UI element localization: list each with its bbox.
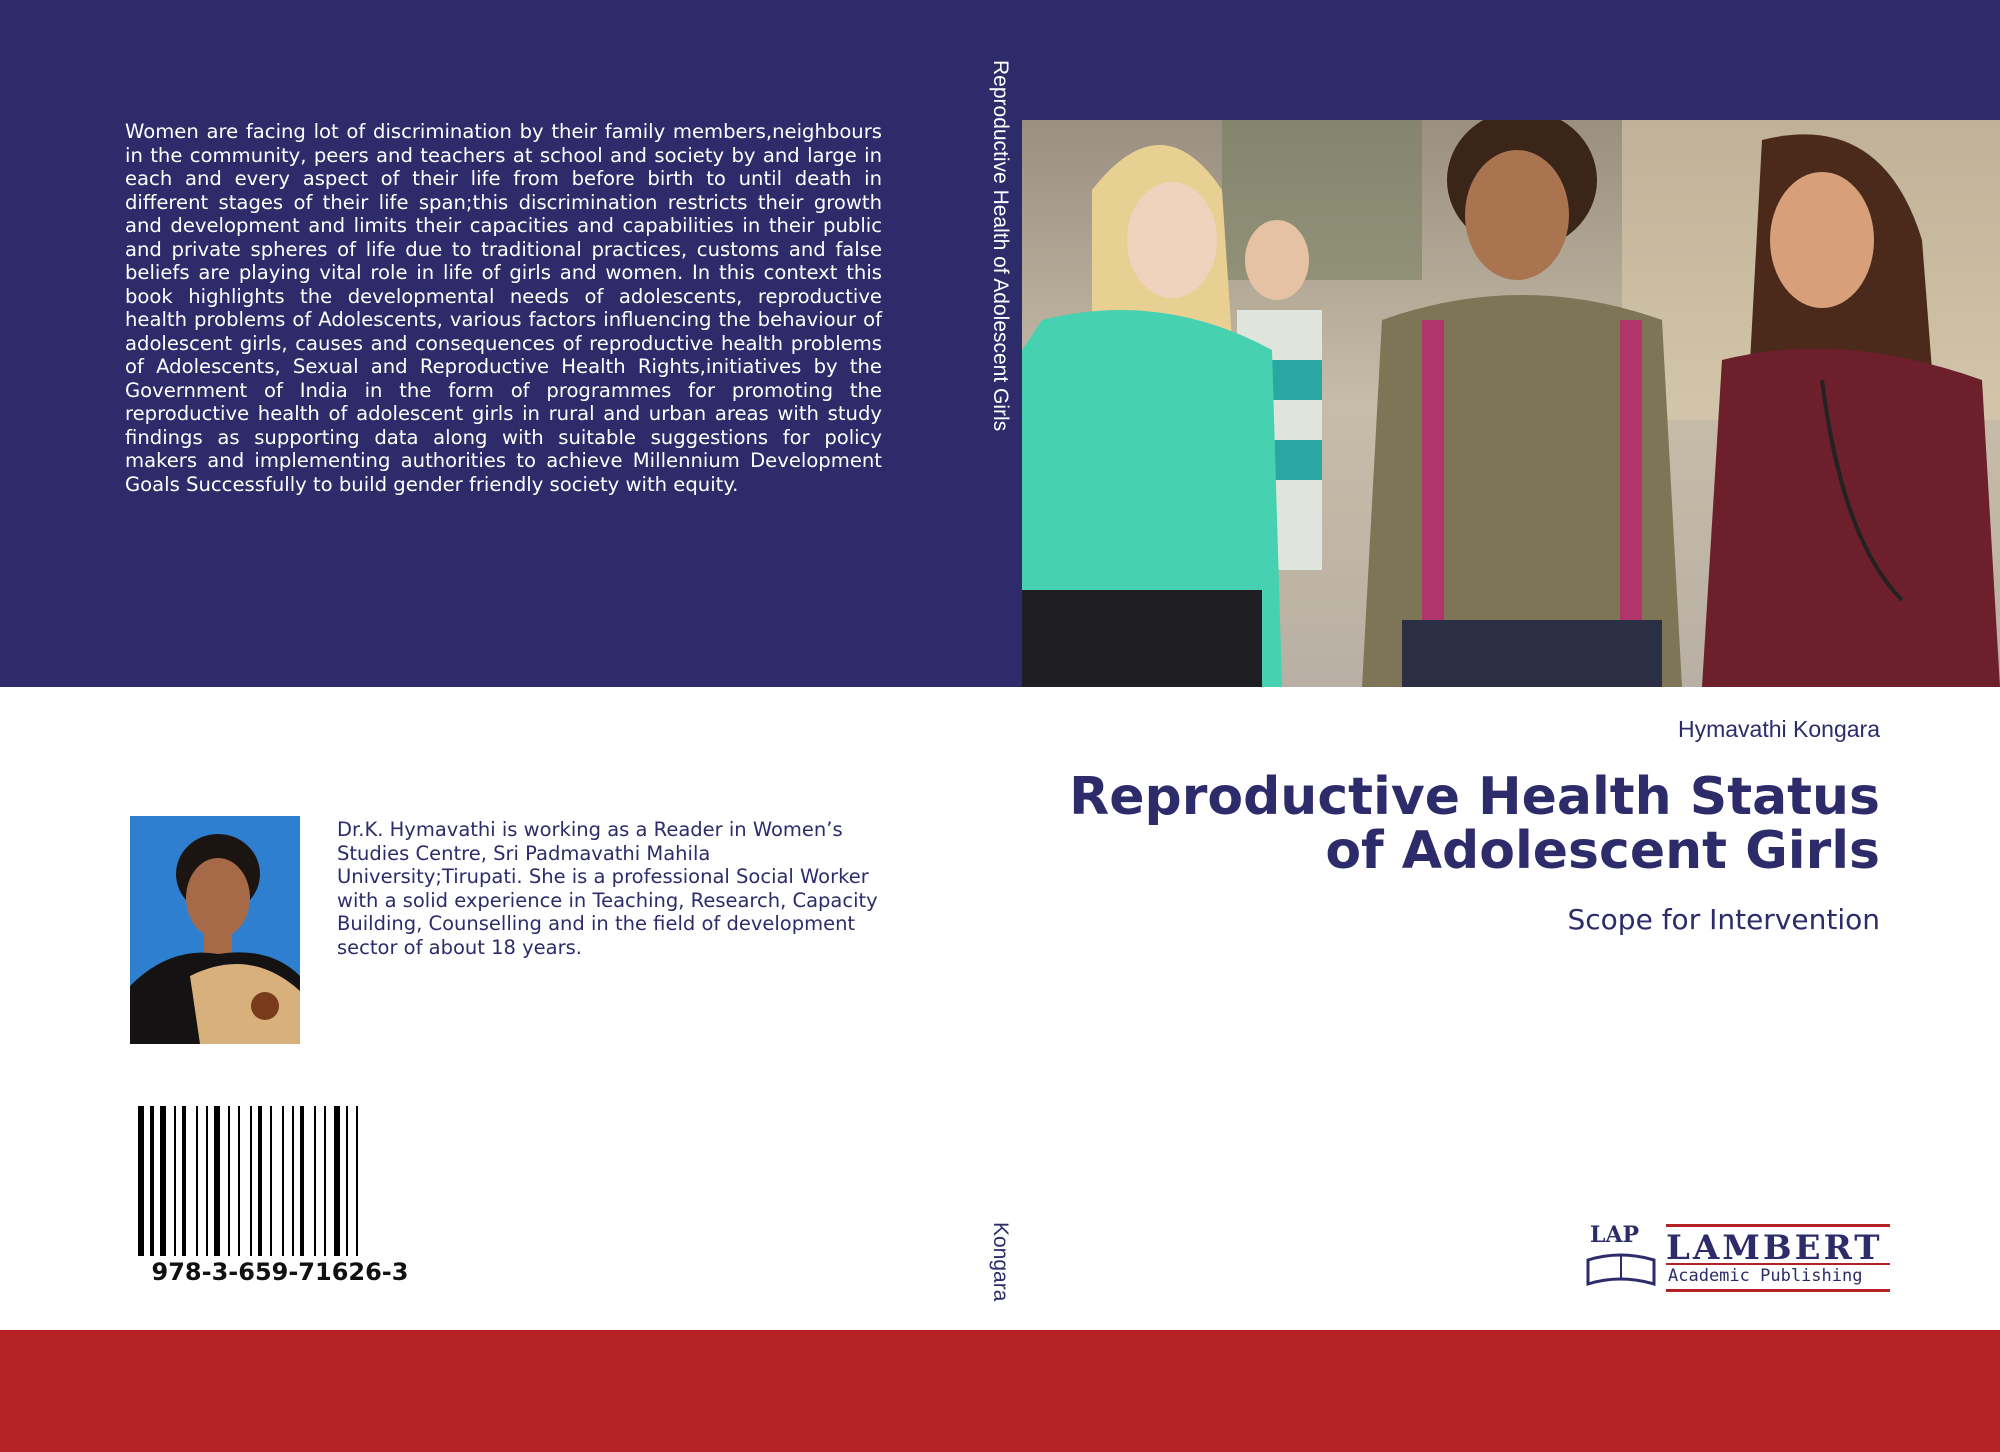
author-bio: Dr.K. Hymavathi is working as a Reader in Women’s Studies Centre, Sri Padmavathi Mahila University;Tirupati. She is a professional Social Worker with a solid experience in Teaching, Research, Capacity Building, Counselling and in the field of development sector of about 18 years. [337, 818, 878, 959]
publisher-logo [1580, 1222, 1890, 1294]
book-subtitle: Scope for Intervention [1567, 903, 1880, 936]
back-cover-blurb: Women are facing lot of discrimination by their family members,neighbours in the community, peers and teachers at school and society by and large in each and every aspect of their life from before birth to until death in different stages of their life span;this discrimination restricts their growth and development and limits their capacities and capabilities in their public and private spheres of life due to traditional practices, customs and false beliefs are playing vital role in life of girls and women. In this context this book highlights the developmental needs of adolescents, reproductive health problems of Adolescents, various factors influencing the behaviour of adolescent girls, causes and consequences of reproductive health problems of Adolescents, Sexual and Reproductive Health Rights,initiatives by the Government of India in the form of programmes for promoting the reproductive health of adolescent girls in rural and urban areas with study findings as supporting data along with suitable suggestions for policy makers and implementing authorities to achieve Millennium Development Goals Successfully to build gender friendly society with equity. [125, 120, 882, 496]
book-title [980, 767, 1880, 881]
publisher-tagline: Academic Publishing [1668, 1266, 1863, 1286]
cover-photo [1022, 120, 2000, 687]
bottom-red-band [0, 1330, 2000, 1452]
barcode [138, 1106, 416, 1256]
isbn-number: 978-3-659-71626-3 [151, 1258, 409, 1286]
spine-title: Reproductive Health of Adolescent Girls [989, 60, 1012, 432]
spine-author: Kongara [989, 1222, 1012, 1302]
book-title-line-2: of Adolescent Girls [1325, 821, 1880, 881]
book-title-line-1: Reproductive Health Status [1069, 767, 1880, 827]
publisher-name: LAMBERT [1666, 1228, 1883, 1268]
author-photo [130, 816, 300, 1044]
cover-author-name: Hymavathi Kongara [1678, 716, 1880, 742]
publisher-mark: LAP [1590, 1222, 1640, 1248]
